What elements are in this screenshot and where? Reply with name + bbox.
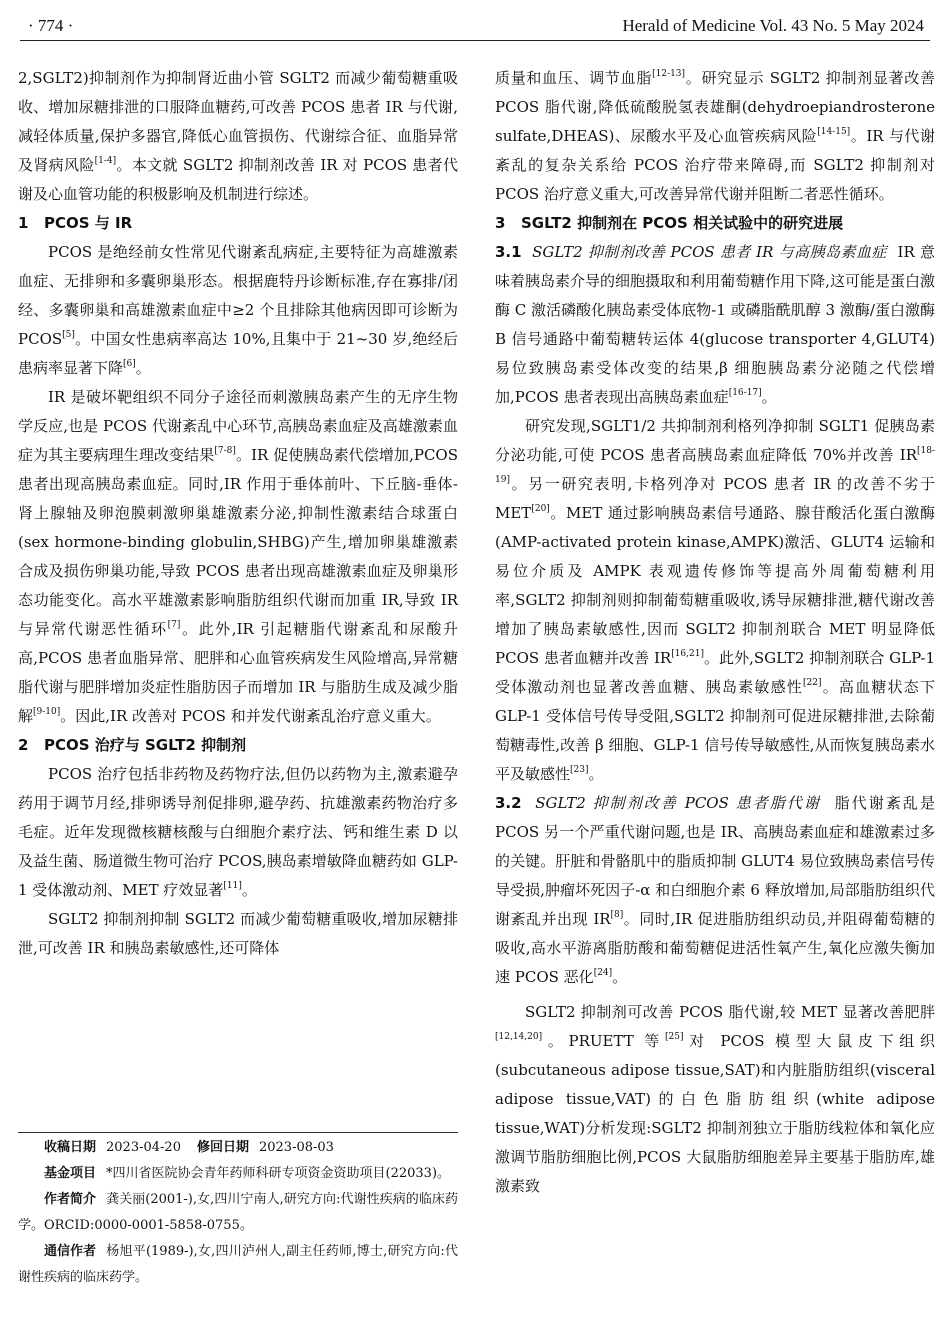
section-2-paragraph-3: 质量和血压、调节血脂[12-13]。研究显示 SGLT2 抑制剂显著改善 PCOS 脂代谢,降低硫酸脱氢表雄酮(dehydroepiandrosterone sulfate,DHEAS)、尿酸水平及心血管疾病风险[14-15]。IR 与代谢紊乱的复杂关系给 PCOS 治疗带来障碍,而 SGLT2 抑制剂对 PCOS 治疗意义重大,可改善异常代谢并阻断二者恶性循环。: [495, 69, 935, 203]
left-column: [18, 64, 458, 963]
section-2-paragraph-2: SGLT2 抑制剂抑制 SGLT2 而减少葡萄糖重吸收,增加尿糖排泄,可改善 IR 和胰岛素敏感性,还可降体: [18, 910, 458, 957]
intro-paragraph: 2,SGLT2)抑制剂作为抑制肾近曲小管 SGLT2 而减少葡萄糖重吸收、增加尿糖排泄的口服降血糖药,可改善 PCOS 患者 IR 与代谢,减轻体质量,保护多器官,降低心血管损伤、代谢综合征、血脂异常及肾病风险[1-4]。本文就 SGLT2 抑制剂改善 IR 对 PCOS 患者代谢及心血管功能的积极影响及机制进行综述。: [18, 69, 458, 203]
right-column: [495, 64, 935, 1201]
section-1-paragraph-2: IR 是破坏靶组织不同分子途径而刺激胰岛素产生的无序生物学反应,也是 PCOS 代谢紊乱中心环节,高胰岛素血症及高雄激素血症为其主要病理生理改变结果[7-8]。IR 促使胰岛素代偿增加,PCOS 患者出现高胰岛素血症。同时,IR 作用于垂体前叶、下丘脑-垂体-肾上腺轴及卵泡膜刺激卵巢雄激素分泌,抑制性激素结合球蛋白(sex hormone-binding globulin,SHBG)产生,增加卵巢雄激素合成及损伤卵巢功能,导致 PCOS 患者出现高雄激素血症及卵巢形态功能变化。高水平雄激素影响脂肪组织代谢而加重 IR,导致 IR 与异常代谢恶性循环[7]。此外,IR 引起糖脂代谢紊乱和尿酸升高,PCOS 患者血脂异常、肥胖和心血管疾病发生风险增高,异常糖脂代谢与肥胖增加炎症性脂肪因子而增加 IR 与脂肪生成及减少脂解[9-10]。因此,IR 改善对 PCOS 和并发代谢紊乱治疗意义重大。: [18, 388, 458, 725]
section-1-paragraph-1: PCOS 是绝经前女性常见代谢紊乱病症,主要特征为高雄激素血症、无排卵和多囊卵巢形态。根据鹿特丹诊断标准,存在寡排/闭经、多囊卵巢和高雄激素血症中≥2 个且排除其他病因即可诊断为 PCOS[5]。中国女性患病率高达 10%,且集中于 21~30 岁,绝经后患病率显著下降[6]。: [18, 243, 458, 377]
section-3-2-paragraph-2: SGLT2 抑制剂可改善 PCOS 脂代谢,较 MET 显著改善肥胖[12,14,20]。PRUETT 等[25]对 PCOS 模型大鼠皮下组织(subcutaneous adipose tissue,SAT)和内脏脂肪组织(visceral adipose tissue,VAT)的白色脂肪组织(white adipose tissue,WAT)分析发现:SGLT2 抑制剂独立于脂肪线粒体和氧化应激调节脂肪细胞比例,PCOS 大鼠脂肪细胞差异主要基于脂肪库,雄激素致: [495, 1003, 935, 1195]
page-number: · 774 ·: [28, 16, 74, 35]
section-3-2-number: 3.2: [495, 794, 522, 812]
section-3-2-paragraph-1: 3.2 SGLT2 抑制剂改善 PCOS 患者脂代谢 脂代谢紊乱是 PCOS 另一个严重代谢问题,也是 IR、高胰岛素血症和雄激素过多的关键。肝脏和骨骼肌中的脂质抑制 GLUT4 易位致胰岛素信号传导受损,肿瘤坏死因子-α 和白细胞介素 6 释放增加,局部脂肪组织代谢紊乱并出现 IR[8]。同时,IR 促进脂肪组织动员,并阻碍葡萄糖的吸收,高水平游离脂肪酸和葡萄糖促进活性氧产生,氧化应激失衡加速 PCOS 恶化[24]。: [495, 794, 935, 986]
section-2-paragraph-1: PCOS 治疗包括非药物及药物疗法,但仍以药物为主,激素避孕药用于调节月经,排卵诱导剂促排卵,避孕药、抗雄激素药物治疗多毛症。近年发现微核糖核酸与白细胞介素疗法、钙和维生素 D 以及益生菌、肠道微生物可治疗 PCOS,胰岛素增敏降血糖药如 GLP-1 受体激动剂、MET 疗效显著[11]。: [18, 765, 458, 899]
section-3-heading: 3 SGLT2 抑制剂在 PCOS 相关试验中的研究进展: [495, 214, 844, 232]
section-3-2-title: SGLT2 抑制剂改善 PCOS 患者脂代谢: [535, 794, 822, 812]
footnote-dates: 收稿日期 2023-04-20 修回日期 2023-08-03: [44, 1140, 334, 1155]
footnote-fund: 基金项目 *四川省医院协会青年药师科研专项资金资助项目(22033)。: [44, 1166, 451, 1181]
section-3-1-paragraph-1: 3.1 SGLT2 抑制剂改善 PCOS 患者 IR 与高胰岛素血症 IR 意味着胰岛素介导的细胞摄取和利用葡萄糖作用下降,这可能是蛋白激酶 C 激活磷酸化胰岛素受体底物-1 或磷脂酰肌醇 3 激酶/蛋白激酶 B 信号通路中葡萄糖转运体 4(glucose transporter 4,GLUT4)易位致胰岛素受体改变的结果,β 细胞胰岛素分泌随之代偿增加,PCOS 患者表现出高胰岛素血症[16-17]。: [495, 243, 936, 406]
section-3-1-paragraph-2: 研究发现,SGLT1/2 共抑制剂利格列净抑制 SGLT1 促胰岛素分泌功能,可使 PCOS 患者高胰岛素血症降低 70%并改善 IR[18-19]。另一研究表明,卡格列净对 PCOS 患者 IR 的改善不劣于 MET[20]。MET 通过影响胰岛素信号通路、腺苷酸活化蛋白激酶(AMP-activated protein kinase,AMPK)激活、GLUT4 运输和易位介质及 AMPK 表观遗传修饰等提高外周葡萄糖利用率,SGLT2 抑制剂则抑制葡萄糖重吸收,诱导尿糖排泄,糖代谢改善增加了胰岛素敏感性,因而 SGLT2 抑制剂联合 MET 明显降低 PCOS 患者血糖并改善 IR[16,21]。此外,SGLT2 抑制剂联合 GLP-1 受体激动剂也显著改善血糖、胰岛素敏感性[22]。高血糖状态下 GLP-1 受体信号传导受阻,SGLT2 抑制剂可促进尿糖排泄,去除葡萄糖毒性,改善 β 细胞、GLP-1 信号传导敏感性,从而恢复胰岛素水平及敏感性[23]。: [495, 417, 935, 783]
footnote-block: [18, 1132, 458, 1291]
footnote-corresponding: 通信作者 杨旭平(1989-),女,四川泸州人,副主任药师,博士,研究方向:代谢性疾病的临床药学。: [18, 1244, 458, 1285]
section-2-heading: 2 PCOS 治疗与 SGLT2 抑制剂: [18, 736, 247, 754]
section-3-1-number: 3.1: [495, 243, 522, 261]
journal-info: Herald of Medicine Vol. 43 No. 5 May 2024: [622, 16, 924, 35]
page-header: [20, 10, 930, 41]
section-1-heading: 1 PCOS 与 IR: [18, 214, 133, 232]
footnote-author: 作者简介 龚关丽(2001-),女,四川宁南人,研究方向:代谢性疾病的临床药学。ORCID:0000-0001-5858-0755。: [18, 1192, 458, 1233]
section-3-1-title: SGLT2 抑制剂改善 PCOS 患者 IR 与高胰岛素血症: [532, 243, 888, 261]
